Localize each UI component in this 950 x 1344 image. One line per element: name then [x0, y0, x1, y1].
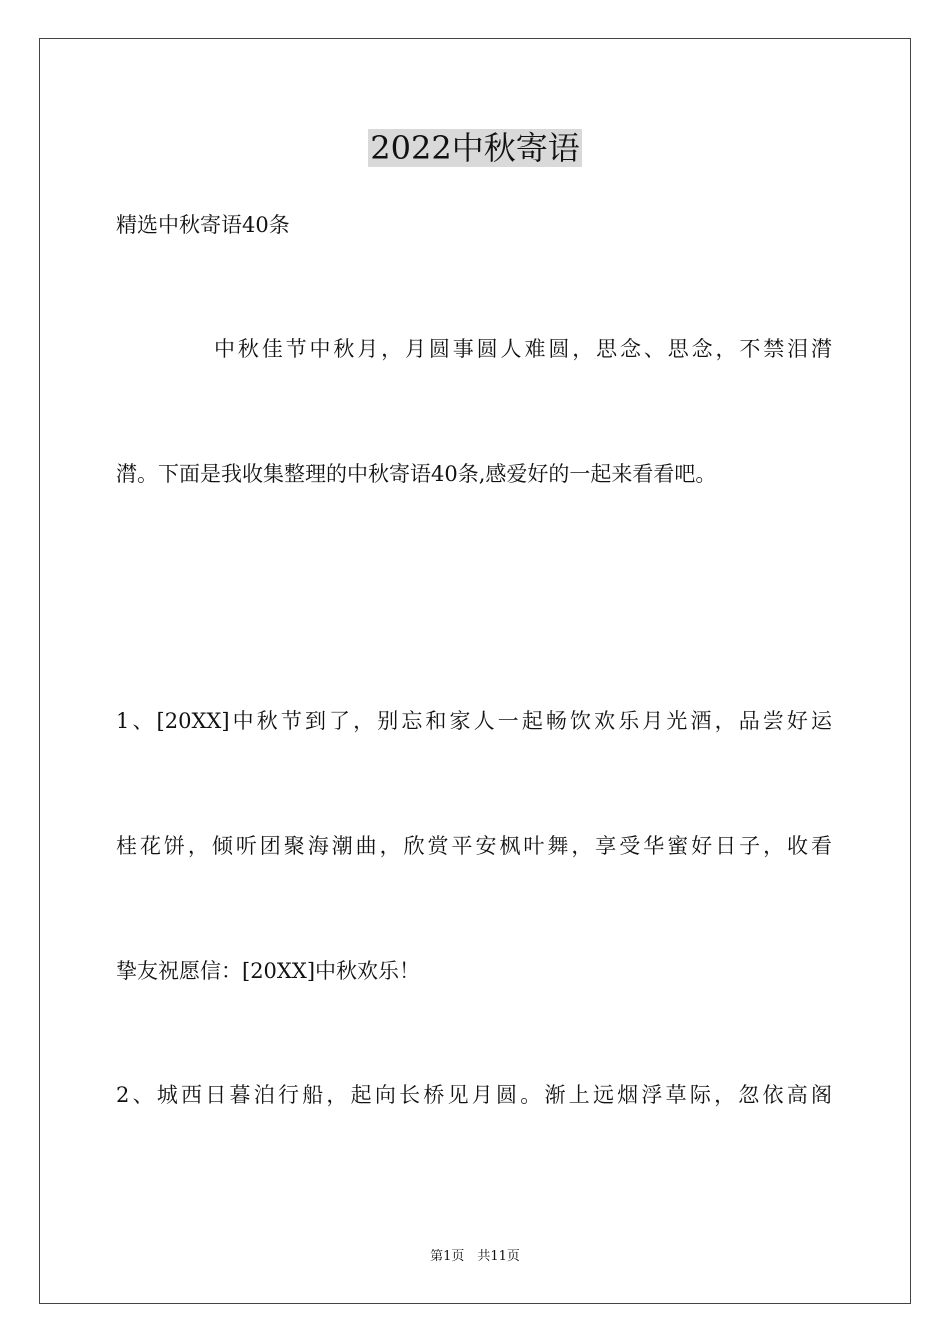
page-footer: 第1页 共11页	[430, 1249, 520, 1264]
item-1-line-2: 桂花饼，倾听团聚海潮曲，欣赏平安枫叶舞，享受华蜜好日子，收看	[116, 834, 832, 858]
document-title-text: 2022中秋寄语	[370, 129, 580, 167]
item-2-line-1: 2、城西日暮泊行船，起向长桥见月圆。渐上远烟浮草际，忽依高阁	[116, 1083, 832, 1107]
item-1-line-1: 1、[20XX]中秋节到了，别忘和家人一起畅饮欢乐月光酒，品尝好运	[116, 709, 832, 733]
document-subtitle: 精选中秋寄语40条	[116, 213, 290, 237]
document-title	[0, 128, 950, 168]
intro-line-2: 潸。下面是我收集整理的中秋寄语40条,感爱好的一起来看看吧。	[116, 462, 717, 486]
item-1-line-3: 挚友祝愿信：[20XX]中秋欢乐！	[116, 959, 421, 983]
intro-line-1: 中秋佳节中秋月，月圆事圆人难圆，思念、思念，不禁泪潸	[214, 337, 832, 361]
